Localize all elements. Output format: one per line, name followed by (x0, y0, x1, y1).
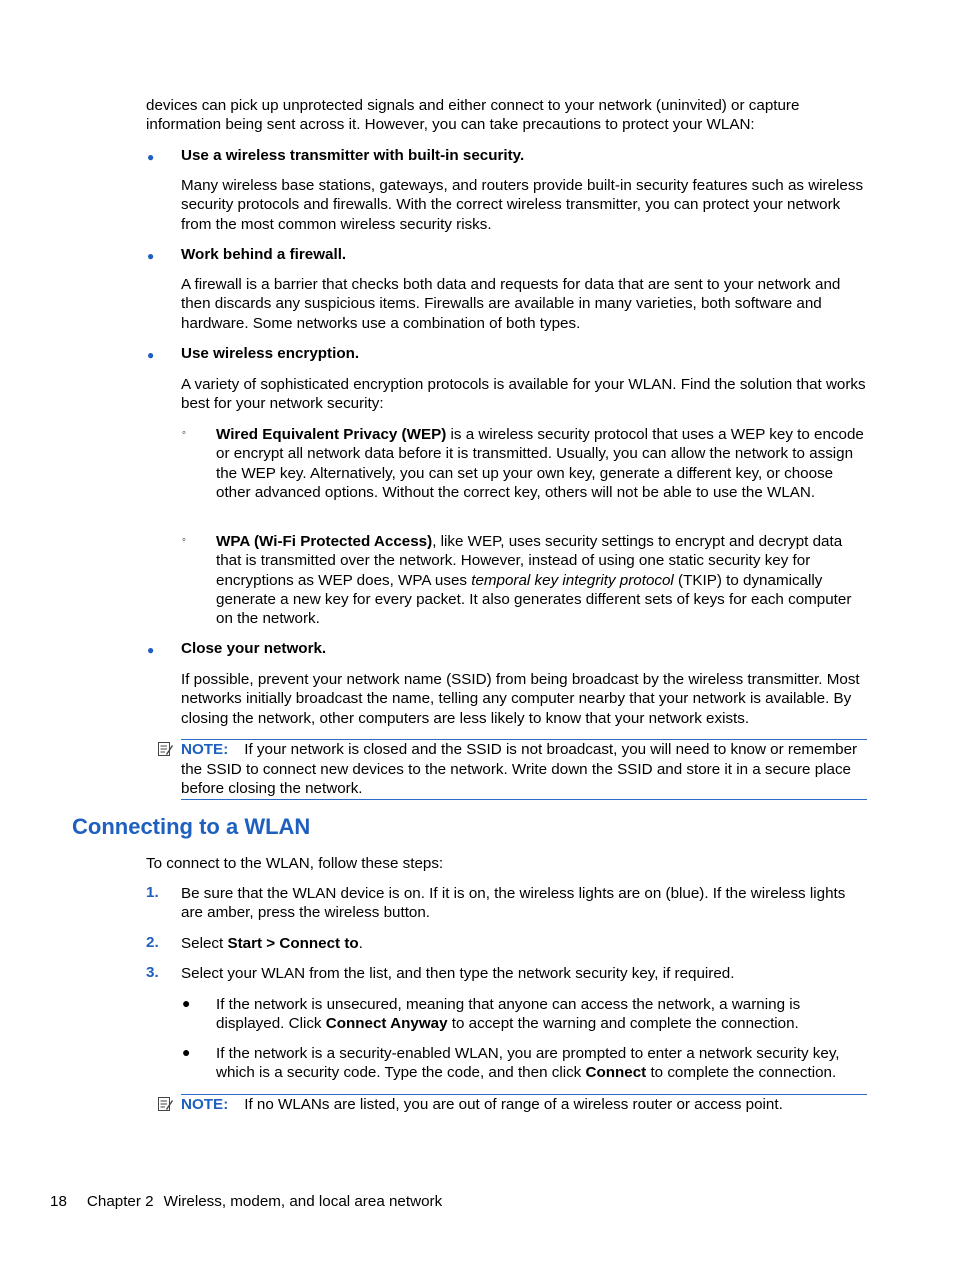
intro-text: To connect to the WLAN, follow these steps: (146, 855, 444, 872)
note-icon (157, 1096, 173, 1112)
bullet-body: A firewall is a barrier that checks both data and requests for data that are sent to your network and then discards any suspicious items. Firewalls are available in many varieties, both software and hardware. Some networks use a combination of both types. (181, 276, 841, 332)
section-heading: Connecting to a WLAN (72, 814, 311, 839)
step-number: 3. (146, 964, 159, 981)
step-text: Be sure that the WLAN device is on. If it is on, the wireless lights are on (blue). If the wireless lights are amber, press the wireless button. (181, 885, 846, 922)
term-wep: Wired Equivalent Privacy (WEP) (216, 426, 447, 443)
step-text (181, 934, 867, 953)
chapter-title: Wireless, modem, and local area network (163, 1193, 443, 1210)
sub-bullet-text: If the network is unsecured, meaning that anyone can access the network, a warning is displayed. Click (216, 996, 801, 1033)
lead-paragraph: devices can pick up unprotected signals and either connect to your network (uninvited) or capture information being sent across it. However, you can take precautions to protect your WLAN: (146, 97, 800, 134)
sub-bullet-icon: ◦ (182, 534, 186, 546)
bullet-icon: ● (147, 643, 155, 657)
bullet-title: Use wireless encryption. (181, 345, 360, 362)
bullet-icon: ● (147, 150, 155, 164)
step-text-post: . (358, 935, 363, 952)
menu-path: Start > Connect to (227, 935, 359, 952)
step-text: Select your WLAN from the list, and then type the network security key, if required. (181, 965, 735, 982)
bullet-icon: ● (182, 995, 191, 1011)
bullet-icon: ● (182, 1044, 191, 1060)
step-sub-bullet (216, 1044, 868, 1083)
bullet-body: A variety of sophisticated encryption protocols is available for your WLAN. Find the solution that works best for your network security: (181, 376, 866, 413)
note-text: If your network is closed and the SSID is not broadcast, you will need to know or remember the SSID to connect new devices to the network. Write down the SSID and store it in a secure place before closing the network. (181, 741, 858, 797)
note-box (181, 739, 867, 800)
wep-description: is a wireless security protocol that uses a WEP key to encode or encrypt all network data before it is transmitted. Usually, you can allow the network to assign the WEP key. Alternatively, you can set up your own key, generate a different key, or choose other advanced options. Without the correct key, others will not be able to use the WLAN. (216, 426, 864, 501)
bullet-body: Many wireless base stations, gateways, and routers provide built-in security features such as wireless security protocols and firewalls. With the correct wireless transmitter, you can protect your network from the most common wireless security risks. (181, 177, 864, 233)
sub-item-wep (216, 425, 868, 502)
sub-bullet-text: If the network is a security-enabled WLAN, you are prompted to enter a network security key, which is a security code. Type the code, and then click (216, 1045, 840, 1082)
wpa-description: , like WEP, uses security settings to encrypt and decrypt data that is transmitted over the network. However, instead of using one static security key for encryptions as WEP does, WPA uses (216, 533, 843, 589)
term-wpa: WPA (Wi-Fi Protected Access) (216, 533, 433, 550)
tkip-term: temporal key integrity protocol (471, 571, 674, 589)
chapter-label: Chapter 2 (86, 1193, 154, 1210)
step-number: 1. (146, 884, 159, 901)
button-name: Connect (585, 1064, 647, 1082)
step-text-pre: Select (181, 935, 228, 952)
page-number: 18 (50, 1193, 67, 1210)
page-footer (50, 1192, 442, 1212)
bullet-title: Use a wireless transmitter with built-in security. (181, 147, 525, 164)
step-number: 2. (146, 934, 159, 951)
sub-bullet-icon: ◦ (182, 427, 186, 439)
wpa-description-cont: (TKIP) to dynamically generate a new key for every packet. It also generates different sets of keys for each computer on the network. (216, 571, 852, 628)
sub-bullet-text-post: to complete the connection. (646, 1064, 837, 1082)
button-name: Connect Anyway (325, 1015, 448, 1033)
note-icon (157, 741, 173, 757)
bullet-title: Work behind a firewall. (181, 246, 347, 263)
bullet-icon: ● (147, 249, 155, 263)
note-label: NOTE: (181, 741, 229, 758)
step-sub-bullet (216, 995, 868, 1034)
bullet-title: Close your network. (181, 640, 327, 657)
sub-bullet-text-post: to accept the warning and complete the connection. (447, 1015, 799, 1033)
note-label: NOTE: (181, 1096, 229, 1113)
note-text: If no WLANs are listed, you are out of range of a wireless router or access point. (244, 1096, 783, 1113)
sub-item-wpa (216, 532, 868, 628)
bullet-icon: ● (147, 348, 155, 362)
bullet-body: If possible, prevent your network name (SSID) from being broadcast by the wireless transmitter. Most networks initially broadcast the name, telling any computer nearby that your network is available. By closing the network, other computers are less likely to know that your network exists. (181, 671, 860, 727)
note-box (181, 1094, 867, 1115)
